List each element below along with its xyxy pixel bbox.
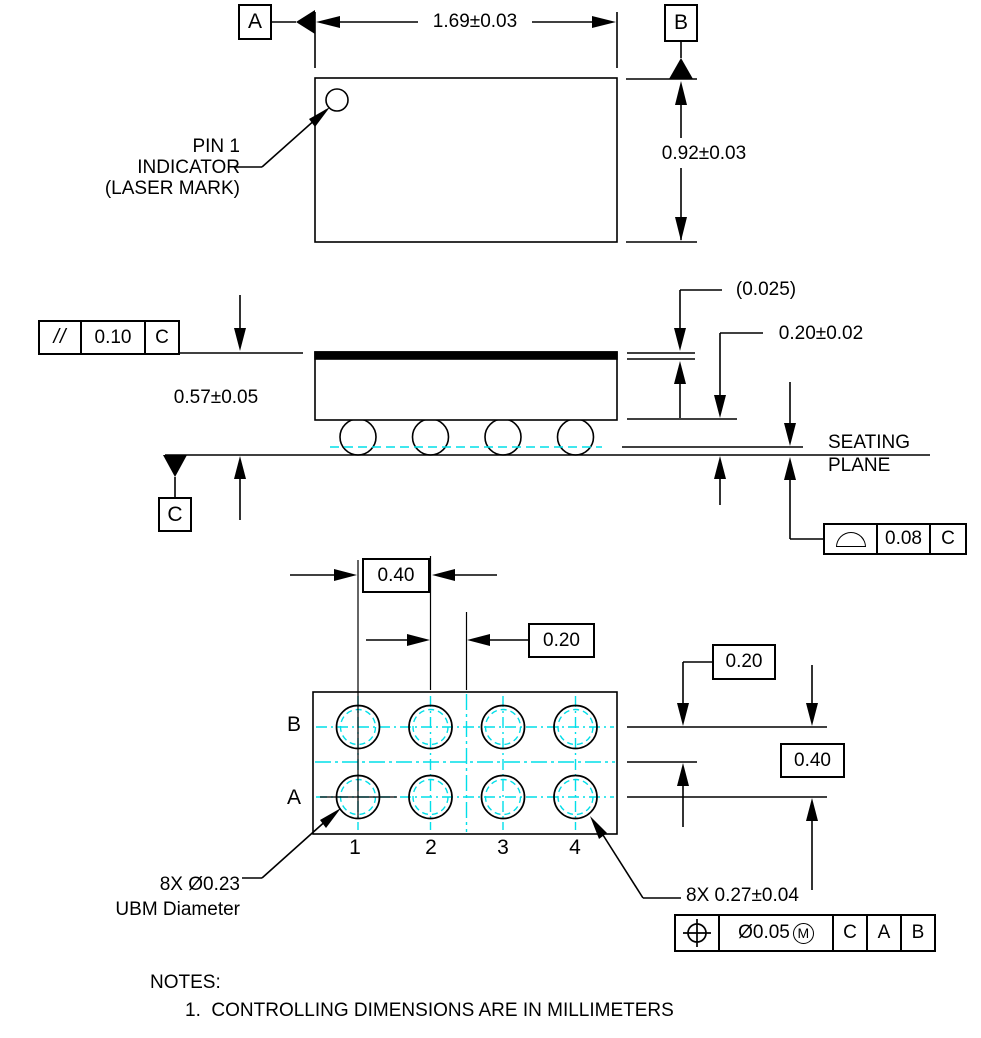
notes-heading: NOTES:	[150, 972, 221, 993]
datum-b-flag	[664, 4, 698, 42]
seating-plane-line1: SEATING	[828, 432, 910, 453]
pin1-label-line3: (LASER MARK)	[104, 178, 240, 199]
center-offset-x-dimension	[528, 623, 595, 658]
position-datum-3: B	[902, 914, 936, 952]
profile-of-surface-icon	[836, 532, 866, 547]
ubm-diameter-label	[58, 872, 240, 922]
standoff-dimension: 0.20±0.02	[778, 323, 864, 344]
position-feature-control-frame	[674, 914, 936, 952]
col-label-4: 4	[569, 836, 581, 859]
ball-pitch-y-dimension	[780, 743, 845, 778]
datum-c-flag	[158, 497, 192, 532]
top-view-linework	[234, 10, 697, 242]
mmc-modifier-icon: M	[793, 923, 814, 944]
top-width-dimension: 1.69±0.03	[432, 11, 518, 32]
pitch-y-value: 0.40	[794, 749, 831, 771]
pin1-label-line2: INDICATOR	[137, 157, 240, 178]
position-tolerance: Ø0.05	[738, 922, 790, 943]
col-label-2: 2	[425, 836, 437, 859]
package-height-dimension: 0.57±0.05	[173, 387, 259, 408]
datum-c-label: C	[167, 502, 183, 526]
row-label-a: A	[286, 786, 301, 809]
parallelism-icon: //	[53, 326, 67, 348]
row-label-b: B	[286, 713, 301, 736]
col-label-3: 3	[497, 836, 509, 859]
position-datum-2: A	[868, 914, 902, 952]
datum-b-label: B	[673, 11, 688, 34]
datum-a-flag	[238, 4, 272, 40]
parallelism-datum-ref: C	[146, 320, 180, 355]
top-height-dimension: 0.92±0.03	[661, 143, 747, 164]
seating-plane-label	[828, 431, 910, 477]
ubm-label-line2: UBM Diameter	[115, 899, 240, 920]
profile-feature-control-frame	[823, 523, 967, 555]
datum-a-label: A	[247, 10, 262, 33]
pin1-indicator-label	[58, 136, 240, 199]
true-position-icon	[681, 917, 713, 949]
pitch-x-value: 0.40	[377, 564, 415, 586]
col-label-1: 1	[349, 836, 361, 859]
profile-datum-ref: C	[931, 523, 967, 555]
center-y-value: 0.20	[725, 651, 763, 672]
position-datum-1: C	[834, 914, 868, 952]
note-item-1: 1. CONTROLLING DIMENSIONS ARE IN MILLIMETERS	[185, 1000, 674, 1021]
parallelism-tolerance: 0.10	[82, 320, 146, 355]
bottom-view-linework	[242, 556, 827, 898]
center-x-value: 0.20	[543, 629, 580, 651]
seating-plane-line2: PLANE	[828, 455, 891, 476]
parallelism-feature-control-frame	[38, 320, 180, 355]
center-offset-y-dimension	[712, 644, 776, 680]
ball-pitch-x-dimension	[362, 558, 430, 593]
profile-tolerance: 0.08	[878, 523, 931, 555]
pin1-label-line1: PIN 1	[192, 136, 240, 157]
ubm-label-line1: 8X Ø0.23	[159, 874, 240, 895]
ball-diameter-dimension: 8X 0.27±0.04	[686, 885, 799, 906]
layer-thickness-dimension: (0.025)	[735, 279, 797, 300]
